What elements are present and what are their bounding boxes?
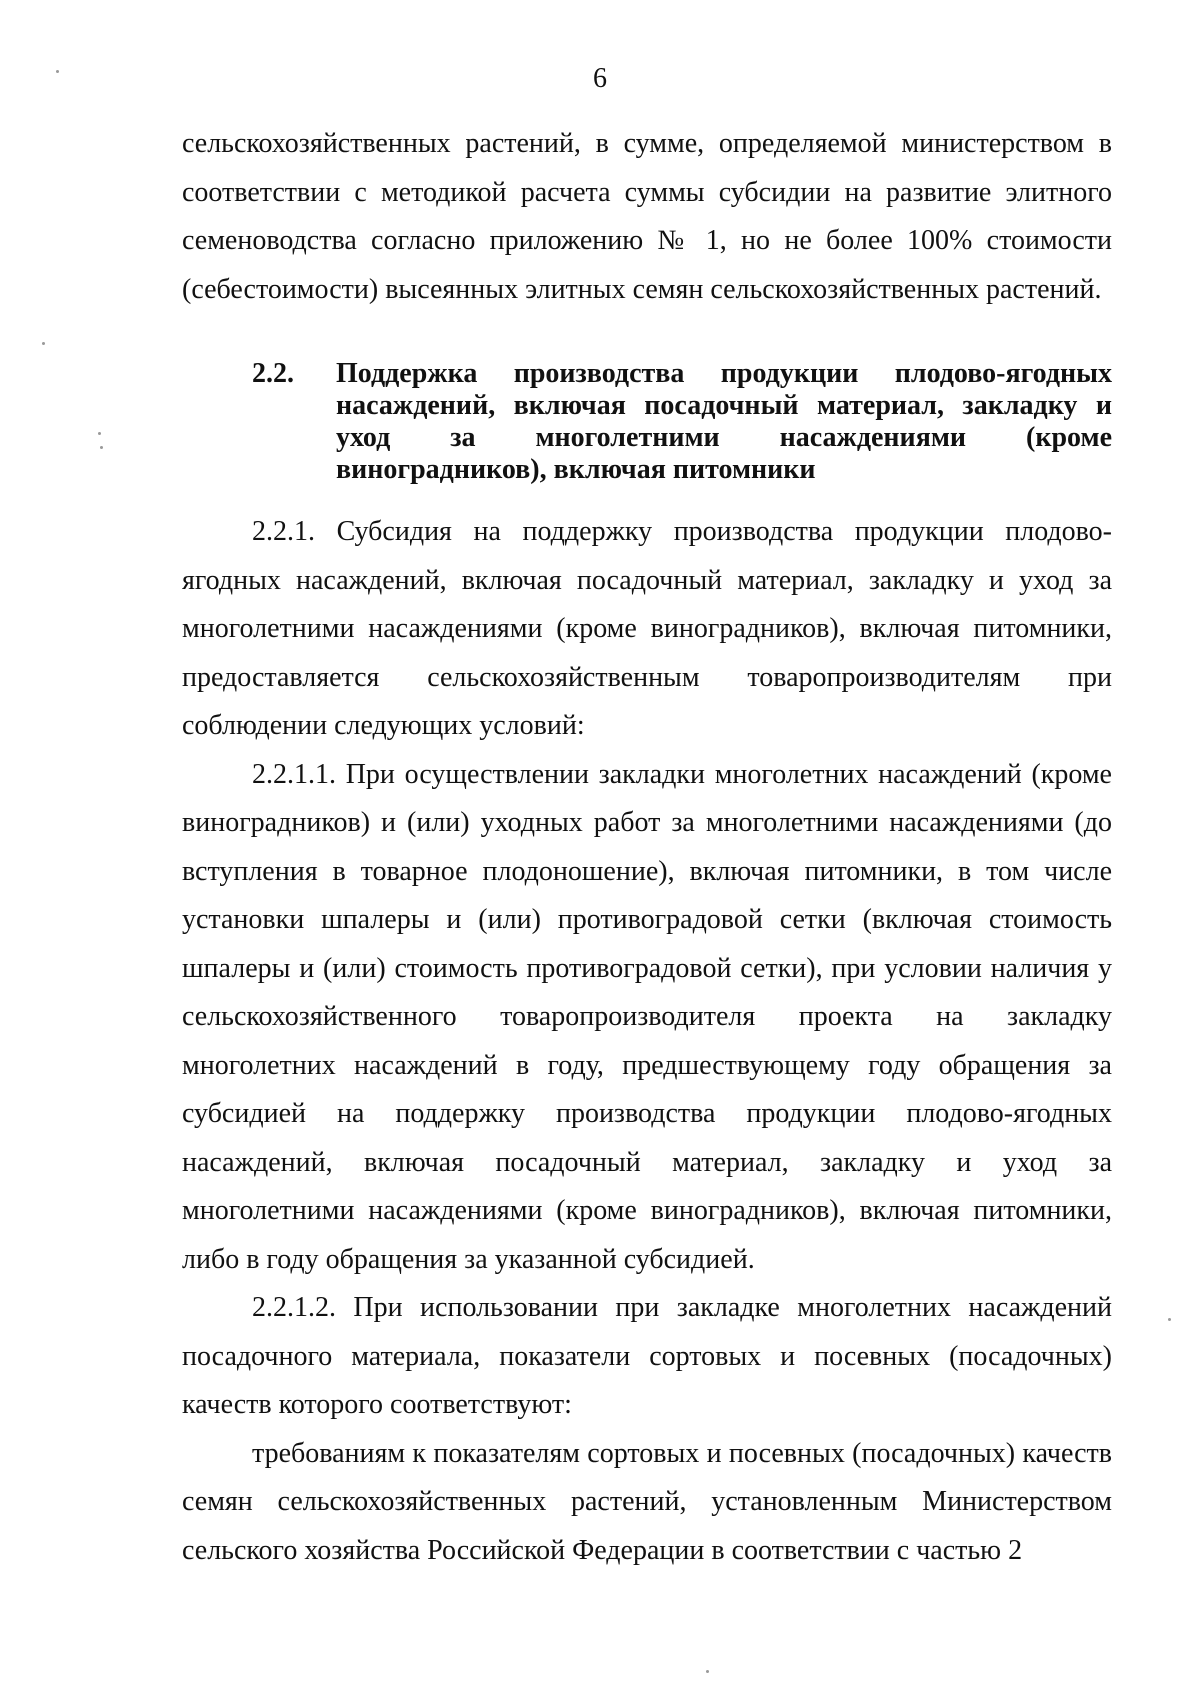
page-number: 6 (593, 63, 607, 94)
section-heading-number: 2.2. (252, 358, 294, 389)
section-heading-title: Поддержка производства продукции плодово-ягодных насаждений, включая посадочный материал, закладку и уход за многолетними насаждениями (кроме виноградников), включая питомники (336, 358, 1112, 485)
scan-speck (706, 1670, 709, 1673)
scan-speck (98, 432, 101, 435)
section-heading (182, 358, 1112, 486)
paragraph-requirements: требованиям к показателям сортовых и посевных (посадочных) качеств семян сельскохозяйственных растений, установленным Министерством сельского хозяйства Российской Федерации в соответствии с частью 2 (182, 1437, 1112, 1566)
paragraph-intro: сельскохозяйственных растений, в сумме, определяемой министерством в соответствии с методикой расчета суммы субсидии на развитие элитного семеноводства согласно приложению № 1, но не более 100% стоимости (себестоимости) высеянных элитных семян сельскохозяйственных растений. (182, 128, 1112, 305)
document-body (182, 120, 1112, 1575)
scan-speck (42, 342, 45, 345)
scan-speck (56, 70, 59, 73)
paragraph-2-2-1-1: 2.2.1.1. При осуществлении закладки многолетних насаждений (кроме виноградников) и (или) уходных работ за многолетними насаждениями (до вступления в товарное плодоношение), включая питомники, в том числе установки шпалеры и (или) противоградовой сетки (включая стоимость шпалеры и (или) стоимость противоградовой сетки), при условии наличия у сельскохозяйственного товаропроизводителя проекта на закладку многолетних насаждений в году, предшествующему году обращения за субсидией на поддержку производства продукции плодово-ягодных насаждений, включая посадочный материал, закладку и уход за многолетними насаждениями (кроме виноградников), включая питомники, либо в году обращения за указанной субсидией. (182, 758, 1112, 1275)
paragraph-2-2-1: 2.2.1. Субсидия на поддержку производства продукции плодово-ягодных насаждений, включая посадочный материал, закладку и уход за многолетними насаждениями (кроме виноградников), включая питомники, предоставляется сельскохозяйственным товаропроизводителям при соблюдении следующих условий: (182, 516, 1112, 741)
scan-speck (100, 446, 103, 449)
scan-speck (1168, 1318, 1171, 1321)
paragraph-2-2-1-2: 2.2.1.2. При использовании при закладке многолетних насаждений посадочного материала, показатели сортовых и посевных (посадочных) качеств которого соответствуют: (182, 1292, 1112, 1420)
